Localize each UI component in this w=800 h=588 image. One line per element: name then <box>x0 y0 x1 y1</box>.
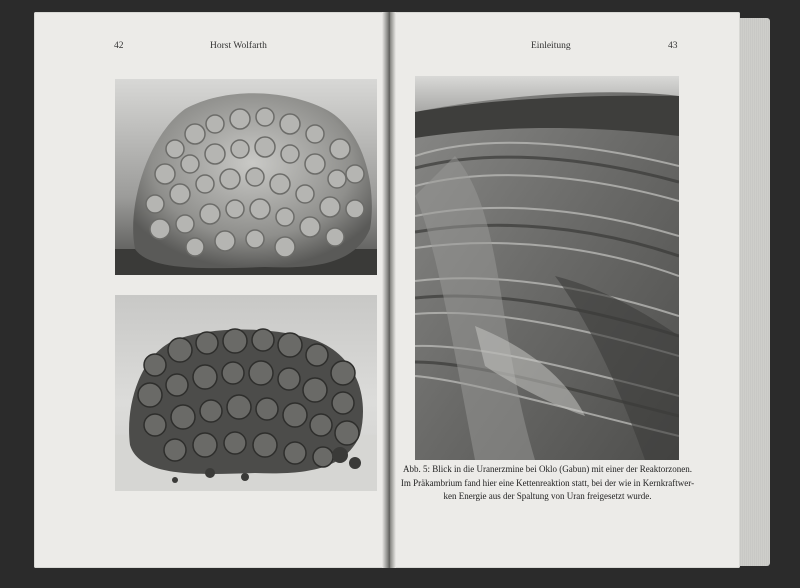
left-running-head: Horst Wolfarth <box>210 41 267 51</box>
mineral-specimen-photo-1 <box>115 79 377 275</box>
right-running-head: Einleitung <box>531 41 571 51</box>
open-pit-mine-photo <box>415 76 679 460</box>
caption-line-2: Im Präkambrium fand hier eine Kettenreaktion statt, bei der wie in Kernkraftwer- <box>400 477 695 488</box>
book-gutter <box>382 12 396 568</box>
mineral-specimen-photo-2 <box>115 295 377 491</box>
page-edges <box>740 18 770 566</box>
left-page-number: 42 <box>114 41 124 51</box>
figure-caption <box>395 463 700 504</box>
caption-line-3: ken Energie aus der Spaltung von Uran freigesetzt wurde. <box>443 491 652 501</box>
right-page-number: 43 <box>668 41 678 51</box>
caption-line-1: Abb. 5: Blick in die Uranerzmine bei Oklo (Gabun) mit einer der Reaktorzonen. <box>403 464 692 474</box>
